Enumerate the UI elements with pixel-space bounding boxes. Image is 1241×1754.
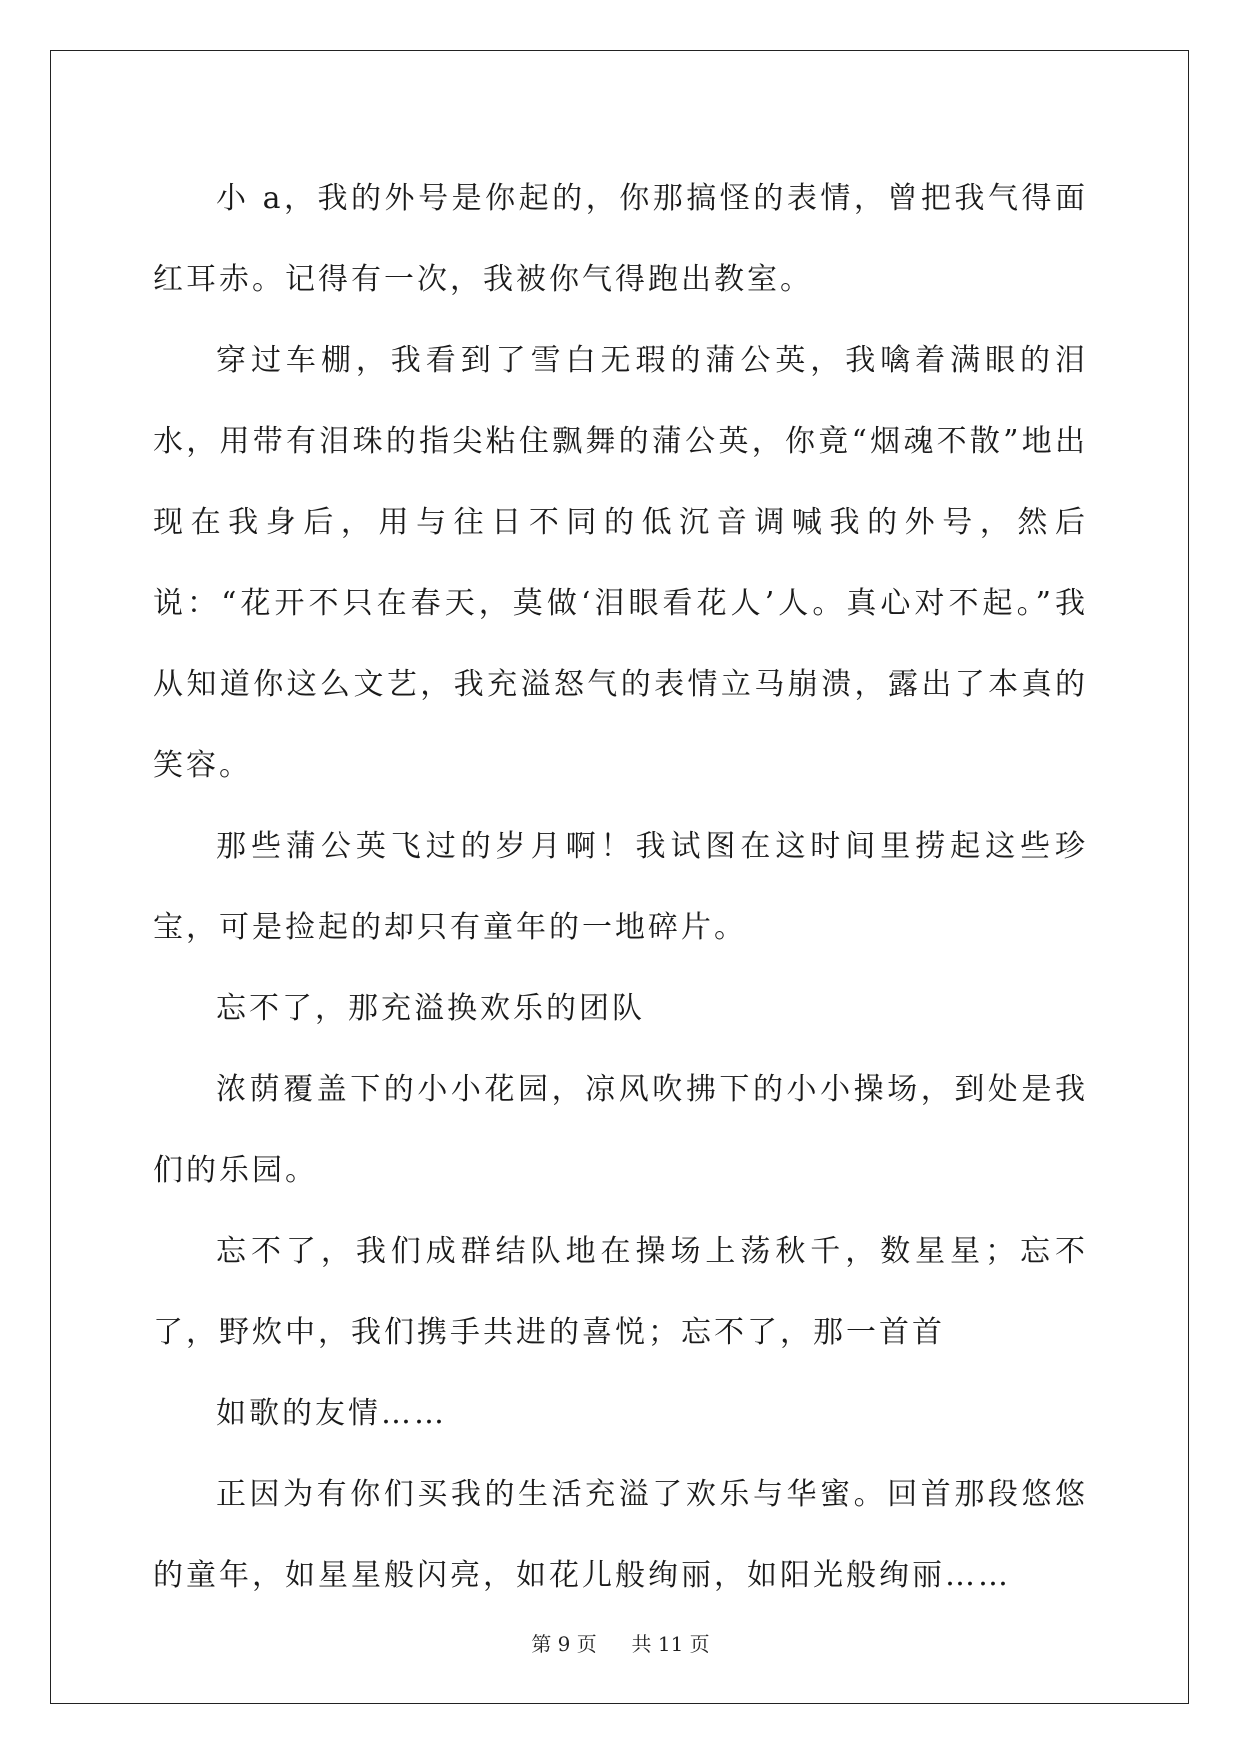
paragraph: 穿过车棚，我看到了雪白无瑕的蒲公英，我噙着满眼的泪水，用带有泪珠的指尖粘住飘舞的蒲公英，你竟“烟魂不散”地出现在我身后，用与往日不同的低沉音调喊我的外号，然后说：“花开不只在春天，莫做‘泪眼看花人’人。真心对不起。”我从知道你这么文艺，我充溢怒气的表情立马崩溃，露出了本真的笑容。 [153, 343, 1088, 783]
page-number: 第 9 页 [531, 1632, 597, 1656]
page-total: 共 11 页 [631, 1632, 710, 1656]
paragraph: 忘不了，那充溢换欢乐的团队 [216, 991, 645, 1026]
paragraph: 忘不了，我们成群结队地在操场上荡秋千，数星星；忘不了，野炊中，我们携手共进的喜悦；忘不了，那一首首 [153, 1234, 1088, 1350]
paragraph: 小 a，我的外号是你起的，你那搞怪的表情，曾把我气得面红耳赤。记得有一次，我被你气得跑出教室。 [153, 181, 1088, 297]
paragraph: 如歌的友情…… [216, 1396, 447, 1431]
paragraph: 浓荫覆盖下的小小花园，凉风吹拂下的小小操场，到处是我们的乐园。 [153, 1072, 1088, 1188]
paragraph: 正因为有你们买我的生活充溢了欢乐与华蜜。回首那段悠悠的童年，如星星般闪亮，如花儿般绚丽，如阳光般绚丽…… [153, 1477, 1088, 1593]
document-body [153, 158, 1088, 1616]
page-footer [0, 1628, 1241, 1657]
paragraph: 那些蒲公英飞过的岁月啊！我试图在这时间里捞起这些珍宝，可是捡起的却只有童年的一地碎片。 [153, 829, 1088, 945]
